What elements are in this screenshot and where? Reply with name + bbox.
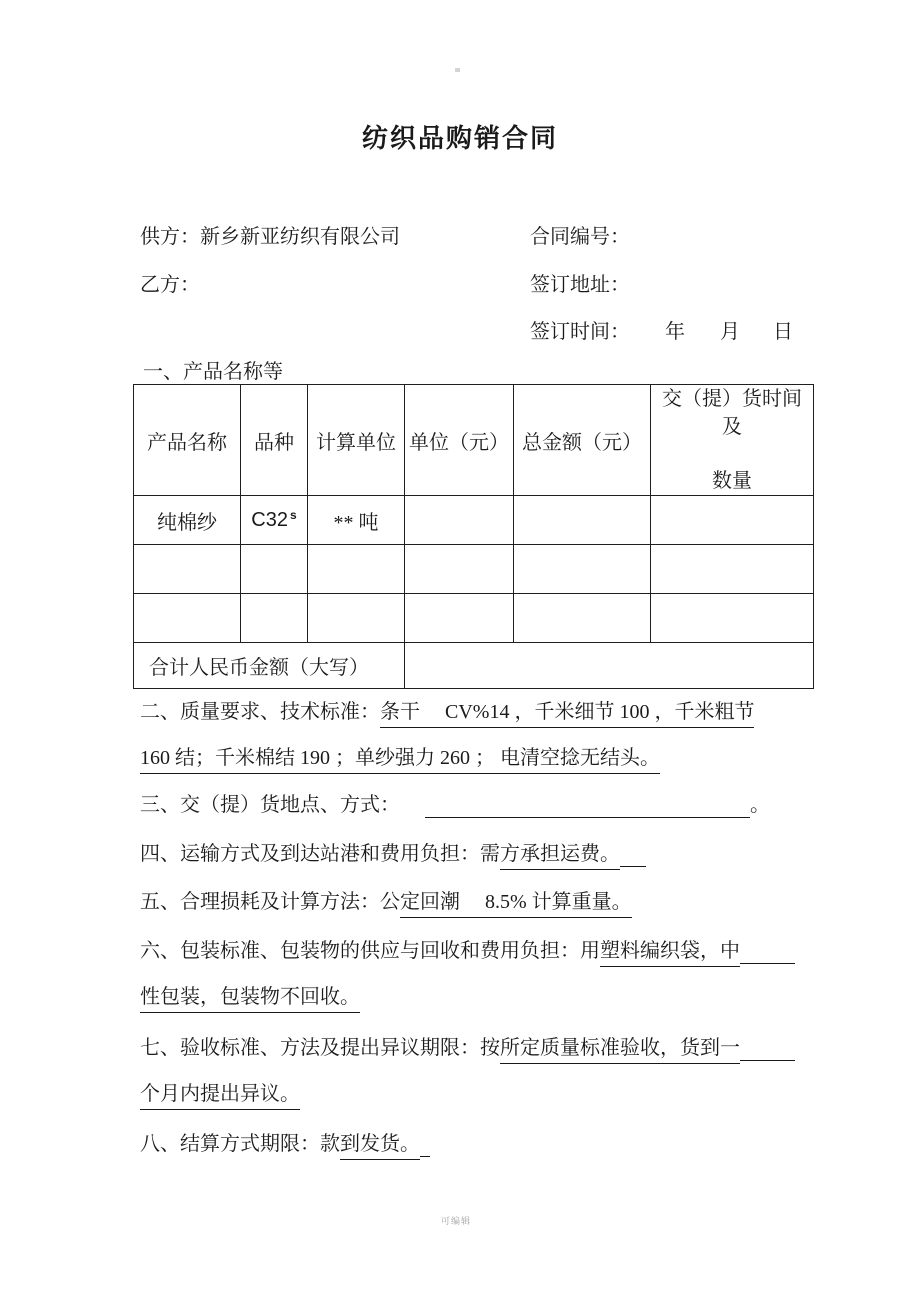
quality-standard-filled-text: 160 结；千米棉结 190 ；单纱强力 260 ； 电清空捻无结头。 [140,747,660,774]
inspection-filled-text: 所定质量标准验收，货到一 [500,1037,740,1064]
underline-extension [420,1136,430,1157]
cell-total [514,594,651,643]
section-7-line1: 七、验收标准、方法及提出异议期限：按所定质量标准验收，货到一 [140,1034,795,1062]
underline-extension [740,1040,795,1061]
underline-extension [740,943,795,964]
cell-unit-price [405,545,514,594]
cell-delivery [651,594,814,643]
day-label: 日 [773,321,793,343]
header-delivery-line1: 交（提）货时间及 [662,388,802,438]
section-5-line: 五、合理损耗及计算方法：公定回潮 8.5% 计算重量。 [140,888,632,916]
contract-no-label: 合同编号： [530,226,630,248]
editable-watermark: 可编辑 [441,1216,472,1226]
cell-delivery [651,496,814,545]
settlement-filled-text: 到发货。 [340,1133,420,1160]
total-amount-words-value [405,643,814,689]
header-variety: 品种 [241,385,308,496]
moisture-regain-filled-text: 定回潮 8.5% 计算重量。 [400,891,632,918]
cell-calc-unit: ** 吨 [308,496,405,545]
section-1-heading: 一、产品名称等 [143,361,283,383]
cell-product [134,545,241,594]
year-label: 年 [665,321,685,343]
packaging-filled-text: 塑料编织袋，中 [600,940,740,967]
header-delivery-line2: 数量 [712,470,752,492]
cell-unit-price [405,594,514,643]
section-2-line2 [140,744,660,772]
table-row [134,594,814,643]
header-calc-unit: 计算单位 [308,385,405,496]
variety-count-superscript: s [290,508,297,522]
section-4-line: 四、运输方式及到达站港和费用负担：需方承担运费。 [140,840,646,868]
cell-product: 纯棉纱 [134,496,241,545]
sign-time-line [530,318,793,346]
cell-total [514,545,651,594]
buyer-line: 乙方： [140,274,200,296]
total-amount-words-label: 合计人民币金额（大写） [134,643,405,689]
section-3-line: 三、交（提）货地点、方式： 。 [140,794,770,816]
cell-variety [241,594,308,643]
month-label: 月 [720,321,740,343]
sign-place-label: 签订地址： [530,274,630,296]
packaging-filled-text: 性包装，包装物不回收。 [140,986,360,1013]
supplier-line: 供方：新乡新亚纺织有限公司 [140,226,400,248]
section-6-line1: 六、包装标准、包装物的供应与回收和费用负担：用塑料编织袋，中 [140,937,795,965]
delivery-place-blank-field [425,797,750,818]
section-7-line2 [140,1080,300,1108]
inspection-filled-text: 个月内提出异议。 [140,1083,300,1110]
freight-filled-text: 方承担运费。 [500,843,620,870]
quality-standard-filled-text: 条干 CV%14 ，千米细节 100 ，千米粗节 [380,701,754,728]
scan-artifact-mark [455,68,460,72]
underline-extension [620,846,646,867]
cell-total [514,496,651,545]
cell-variety: C32 $^s$ [241,496,308,545]
cell-calc-unit [308,594,405,643]
cell-unit-price [405,496,514,545]
section-8-line: 八、结算方式期限：款到发货。 [140,1130,430,1158]
table-header-row [134,385,814,496]
header-product: 产品名称 [134,385,241,496]
cell-product [134,594,241,643]
page-title: 纺织品购销合同 [361,124,559,153]
table-total-row [134,643,814,689]
cell-calc-unit [308,545,405,594]
table-row [134,545,814,594]
sign-time-label: 签订时间： [530,321,630,343]
products-table [133,384,814,689]
section-2-line1: 二、质量要求、技术标准：条干 CV%14 ，千米细节 100 ，千米粗节 [140,698,754,726]
section-6-line2 [140,983,360,1011]
table-row [134,496,814,545]
cell-variety [241,545,308,594]
header-delivery [651,385,814,496]
cell-delivery [651,545,814,594]
header-unit-price: 单位（元） [405,385,514,496]
header-total-amount: 总金额（元） [514,385,651,496]
